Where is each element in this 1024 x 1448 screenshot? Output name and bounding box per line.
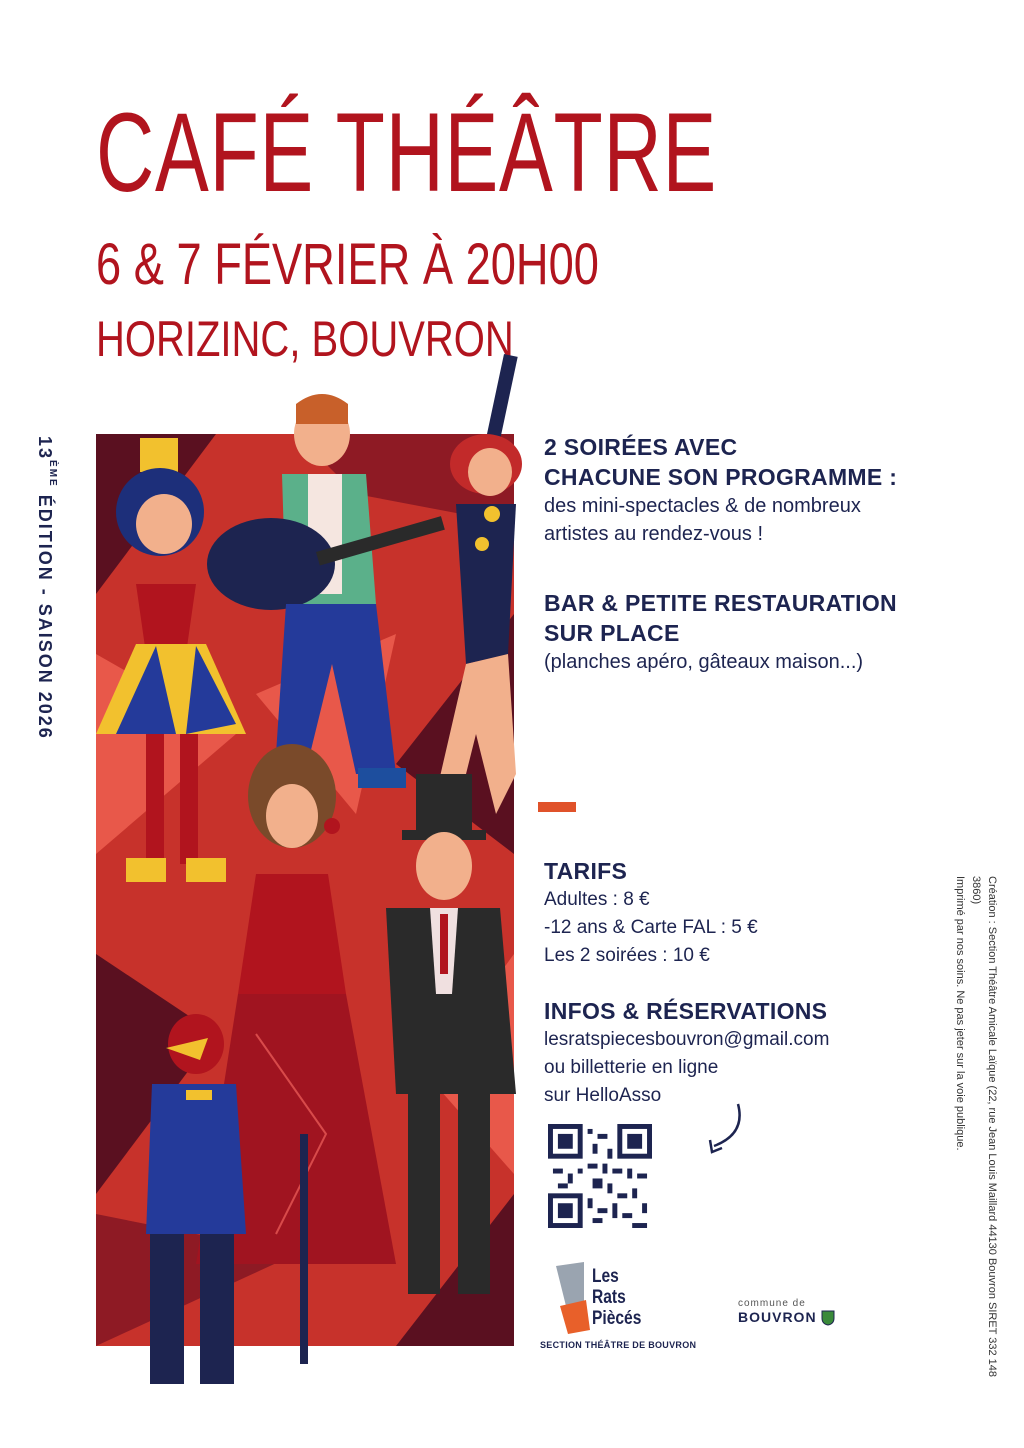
program-text-1: des mini-spectacles & de nombreux <box>544 495 861 517</box>
commune-name-text: BOUVRON <box>738 1309 817 1325</box>
rats-pieces-subtitle: SECTION THÉÂTRE DE BOUVRON <box>540 1340 697 1350</box>
curved-arrow-icon <box>700 1100 750 1160</box>
infos-line-2: ou billetterie en ligne <box>544 1057 719 1078</box>
acrobat-figure <box>436 354 576 814</box>
commune-logo <box>738 1298 835 1326</box>
tarif-deux-soirees: Les 2 soirées : 10 € <box>544 945 710 966</box>
edition-suffix: ÈME <box>47 460 58 488</box>
tarifs-heading: TARIFS <box>544 858 628 884</box>
event-place: HORIZINC, BOUVRON <box>96 311 514 367</box>
bar-heading-1: BAR & PETITE RESTAURATION <box>544 590 897 616</box>
bar-section <box>544 588 897 676</box>
program-section <box>544 432 897 548</box>
commune-name <box>738 1309 835 1326</box>
edition-label <box>34 436 58 740</box>
tarifs-section <box>544 856 758 970</box>
qr-code[interactable] <box>548 1124 652 1228</box>
rats-pieces-name <box>592 1266 641 1329</box>
bar-heading-2: SUR PLACE <box>544 620 680 646</box>
program-text-2: artistes au rendez-vous ! <box>544 523 763 545</box>
credits-line-2: Imprimé par nos soins. Ne pas jeter sur la voie publique. <box>954 876 966 1151</box>
gentleman-figure <box>386 774 516 1294</box>
edition-number: 13 <box>35 436 55 461</box>
rats-line-1: Les <box>592 1266 619 1287</box>
program-heading-2: CHACUNE SON PROGRAMME : <box>544 464 898 490</box>
infos-line-3: sur HelloAsso <box>544 1085 662 1106</box>
edition-season: ÉDITION - SAISON 2026 <box>35 487 55 740</box>
illustration-svg <box>96 434 514 1346</box>
credits-line-1: Création : Section Théâtre Amicale Laïque (22, rue Jean Louis Maillard 44130 Bouvron SIRET 332 148 3860) <box>970 876 998 1378</box>
tarif-adultes: Adultes : 8 € <box>544 889 650 910</box>
poster-title: CAFÉ THÉÂTRE <box>96 90 717 215</box>
commune-label: commune de <box>738 1298 806 1309</box>
shield-icon <box>821 1310 835 1326</box>
bar-text: (planches apéro, gâteaux maison...) <box>544 651 864 673</box>
rats-line-3: Piècés <box>592 1308 642 1329</box>
print-credits <box>952 876 1000 1396</box>
rats-line-2: Rats <box>592 1287 626 1308</box>
performers-illustration <box>96 434 514 1346</box>
event-date: 6 & 7 FÉVRIER À 20H00 <box>96 232 599 297</box>
tarif-enfants: -12 ans & Carte FAL : 5 € <box>544 917 758 938</box>
infos-section <box>544 996 829 1110</box>
contact-email[interactable]: lesratspiecesbouvron@gmail.com <box>544 1029 830 1050</box>
infos-heading: INFOS & RÉSERVATIONS <box>544 998 828 1024</box>
program-heading-1: 2 SOIRÉES AVEC <box>544 434 738 460</box>
